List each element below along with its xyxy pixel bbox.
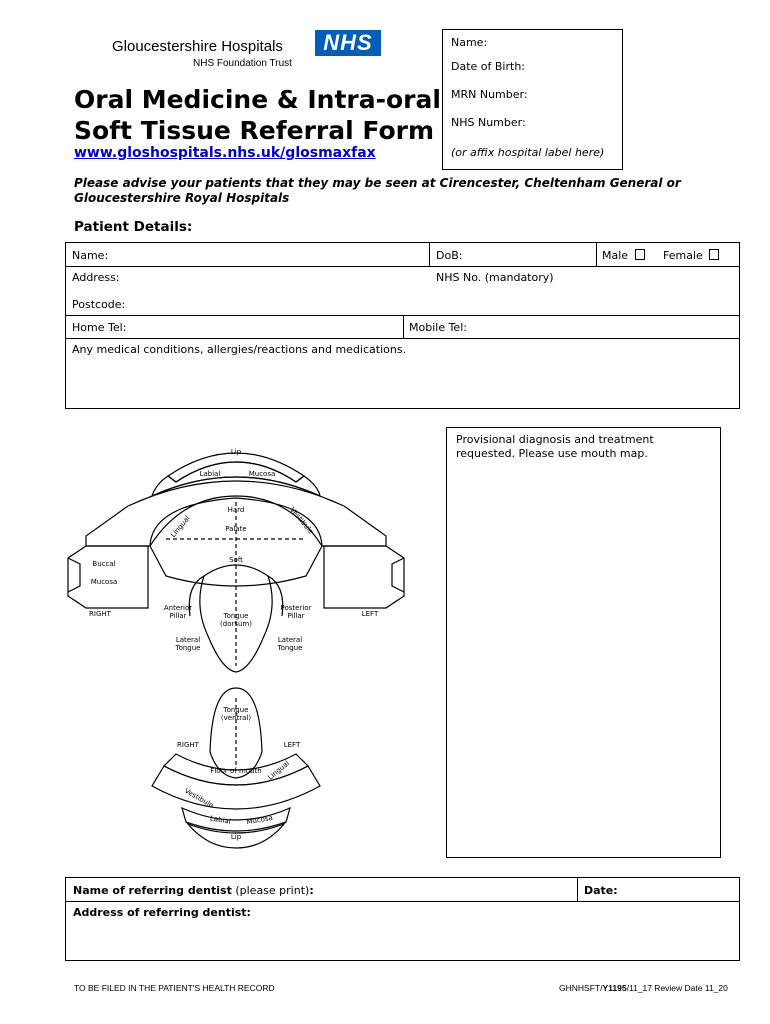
patient-postcode-label: Postcode: xyxy=(72,298,126,311)
map-lateral-left: Lateral xyxy=(175,636,201,644)
footer-ref-prefix: GHNHSFT/ xyxy=(559,983,603,993)
patient-name-label: Name: xyxy=(72,249,109,262)
map-palate: Palate xyxy=(225,525,247,533)
map-tongue-ventral: Tongue xyxy=(223,706,249,714)
home-tel-label: Home Tel: xyxy=(72,321,127,334)
map-vestibule-lower: Vestibule xyxy=(183,786,215,810)
upper-vestibule-arch xyxy=(128,477,344,506)
label-dob: Date of Birth: xyxy=(451,60,526,73)
nhs-logo: NHS xyxy=(315,30,381,56)
map-labial: Labial xyxy=(199,470,221,478)
label-nhs: NHS Number: xyxy=(451,116,526,129)
map-tongue-left: Tongue xyxy=(175,644,201,652)
map-right: RIGHT xyxy=(89,610,111,618)
map-posterior: Posterior xyxy=(280,604,312,612)
map-hard: Hard xyxy=(227,506,245,514)
patient-nhs-label: NHS No. (mandatory) xyxy=(436,271,554,284)
dentist-date-label: Date: xyxy=(584,884,618,897)
label-mrn: MRN Number: xyxy=(451,88,528,101)
hospital-label-box xyxy=(442,29,623,170)
map-dorsum: (dorsum) xyxy=(220,620,252,628)
org-name: Gloucestershire Hospitals xyxy=(112,38,283,55)
form-title-line2: Soft Tissue Referral Form xyxy=(74,116,435,145)
map-soft: Soft xyxy=(229,556,243,564)
website-link[interactable]: www.gloshospitals.nhs.uk/glosmaxfax xyxy=(74,145,376,161)
map-tongue-right: Tongue xyxy=(277,644,303,652)
form-title-line1: Oral Medicine & Intra-oral xyxy=(74,85,441,114)
dentist-name-label: Name of referring dentist xyxy=(73,884,232,897)
map-right-lower: RIGHT xyxy=(177,741,199,749)
male-label: Male xyxy=(602,249,629,262)
map-lateral-right: Lateral xyxy=(277,636,303,644)
map-buccal: Buccal xyxy=(92,560,116,568)
dentist-table xyxy=(65,877,740,961)
patient-dob-label: DoB: xyxy=(436,249,463,262)
diagnosis-box[interactable] xyxy=(446,427,721,858)
map-anterior: Anterior xyxy=(163,604,193,612)
map-labial-lower: Labial xyxy=(209,814,232,826)
footer-ref-suffix: /11_17 Review Date 11_20 xyxy=(626,983,728,993)
map-lingual: Lingual xyxy=(169,514,192,540)
mouth-map-diagram xyxy=(64,436,414,856)
female-label: Female xyxy=(663,249,703,262)
male-checkbox[interactable] xyxy=(635,249,645,260)
female-checkbox[interactable] xyxy=(709,249,719,260)
diagnosis-label: Provisional diagnosis and treatment requested. Please use mouth map. xyxy=(456,433,654,460)
footer-right xyxy=(559,983,728,993)
map-floor: Floor of mouth xyxy=(210,767,262,775)
medical-conditions-label: Any medical conditions, allergies/reactions and medications. xyxy=(72,343,407,356)
map-ventral: (ventral) xyxy=(220,714,252,722)
footer-ref-code: Y1195 xyxy=(602,983,627,993)
map-lingual-lower: Lingual xyxy=(266,759,292,782)
upper-labial-region xyxy=(152,462,320,496)
dentist-name-field xyxy=(73,884,314,897)
label-affix: (or affix hospital label here) xyxy=(451,146,605,159)
patient-details-title: Patient Details: xyxy=(74,219,193,235)
label-name: Name: xyxy=(451,36,488,49)
dentist-address-label: Address of referring dentist: xyxy=(73,906,251,919)
dentist-name-note: (please print) xyxy=(235,884,310,897)
mobile-tel-label: Mobile Tel: xyxy=(409,321,467,334)
patient-address-label: Address: xyxy=(72,271,120,284)
footer-left: TO BE FILED IN THE PATIENT'S HEALTH RECORD xyxy=(74,983,275,993)
advise-note: Please advise your patients that they may be seen at Cirencester, Cheltenham General or Gloucestershire Royal Hospitals xyxy=(74,176,681,205)
map-vestibule: Vestibule xyxy=(288,505,315,536)
map-buccal-mucosa: Mucosa xyxy=(90,578,118,586)
map-left-lower: LEFT xyxy=(283,741,301,749)
map-mucosa: Mucosa xyxy=(248,470,276,478)
patient-details-table xyxy=(65,242,740,409)
map-anterior-pillar: Pillar xyxy=(169,612,187,620)
map-tongue: Tongue xyxy=(223,612,249,620)
map-lip-lower: Lip xyxy=(230,833,242,841)
dentist-name-colon: : xyxy=(309,884,314,897)
map-lip: Lip xyxy=(230,448,242,456)
upper-lip-region xyxy=(168,453,304,482)
map-mucosa-lower: Mucosa xyxy=(245,813,274,827)
map-left: LEFT xyxy=(361,610,379,618)
map-posterior-pillar: Pillar xyxy=(287,612,305,620)
org-sub: NHS Foundation Trust xyxy=(193,58,292,69)
male-option[interactable] xyxy=(602,249,645,262)
female-option[interactable] xyxy=(663,249,719,262)
